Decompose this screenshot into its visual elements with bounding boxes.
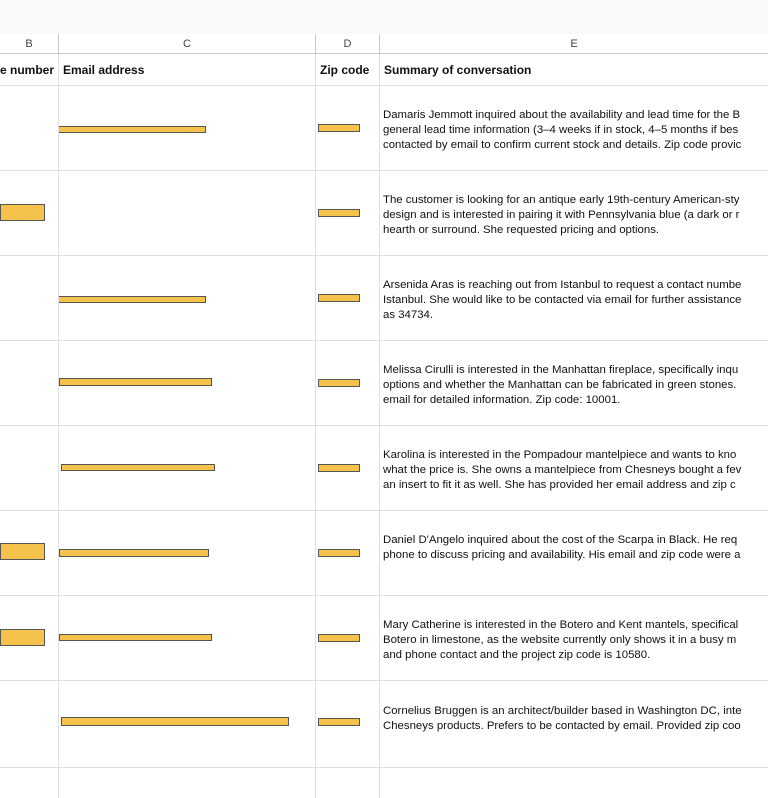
column-letter: C [183,37,191,50]
header-label: Zip code [320,62,370,77]
header-label: Summary of conversation [384,62,532,77]
redacted-zip [318,294,360,302]
summary-line: Daniel D'Angelo inquired about the cost of the Scarpa in Black. He req [383,534,738,546]
summary-cell[interactable] [380,86,768,170]
summary-line: Mary Catherine is interested in the Botero and Kent mantels, specifical [383,619,739,631]
table-row [0,256,768,341]
toolbar-area [0,0,768,35]
redacted-zip [318,718,360,726]
column-header-b[interactable] [0,34,59,54]
email-cell[interactable] [59,171,316,255]
summary-line: options and whether the Manhattan can be fabricated in green stones. [383,379,737,392]
zip-cell[interactable] [316,256,380,340]
column-header-e[interactable] [380,34,768,54]
redacted-email [59,634,212,641]
summary-line: Karolina is interested in the Pompadour mantelpiece and wants to kno [383,449,737,461]
redacted-phone [0,629,45,646]
phone-cell[interactable] [0,256,59,340]
summary-line: phone to discuss pricing and availability. His email and zip code were a [383,549,741,562]
header-label: Email address [63,62,145,77]
table-row [0,171,768,256]
phone-cell[interactable] [0,171,59,255]
redacted-zip [318,124,360,132]
zip-cell[interactable] [316,86,380,170]
zip-cell[interactable] [316,171,380,255]
summary-line: as 34734. [383,309,434,322]
table-row [0,426,768,511]
redacted-phone [0,543,45,560]
header-cell-email[interactable] [59,54,316,85]
table-row [0,511,768,596]
redacted-zip [318,379,360,387]
email-cell[interactable] [59,681,316,767]
summary-line: email for detailed information. Zip code: 10001. [383,394,621,407]
column-header-c[interactable] [59,34,316,54]
table-row [0,768,768,798]
header-cell-zip[interactable] [316,54,380,85]
header-cell-summary[interactable] [380,54,768,85]
header-cell-phone[interactable] [0,54,59,85]
email-cell[interactable] [59,596,316,680]
summary-cell[interactable] [380,768,768,798]
zip-cell[interactable] [316,341,380,425]
redacted-email [59,549,209,557]
column-letter: E [570,37,578,50]
redacted-phone [0,204,45,221]
phone-cell[interactable] [0,426,59,510]
summary-cell[interactable] [380,681,768,767]
summary-line: general lead time information (3–4 weeks if in stock, 4–5 months if bes [383,124,739,137]
email-cell[interactable] [59,256,316,340]
table-row [0,681,768,768]
phone-cell[interactable] [0,86,59,170]
redacted-zip [318,464,360,472]
redacted-email [59,126,206,133]
summary-cell[interactable] [380,171,768,255]
summary-line: what the price is. She owns a mantelpiece from Chesneys bought a fev [383,464,742,477]
phone-cell[interactable] [0,341,59,425]
redacted-email [59,378,212,386]
summary-cell[interactable] [380,426,768,510]
column-letter: B [25,37,33,50]
zip-cell[interactable] [316,768,380,798]
summary-line: Arsenida Aras is reaching out from Istanbul to request a contact numbe [383,279,742,291]
email-cell[interactable] [59,768,316,798]
table-row [0,86,768,171]
phone-cell[interactable] [0,511,59,595]
redacted-email [61,717,289,726]
summary-cell[interactable] [380,596,768,680]
summary-line: Damaris Jemmott inquired about the availability and lead time for the B [383,109,741,121]
column-letter: D [343,37,352,50]
redacted-zip [318,634,360,642]
redacted-zip [318,209,360,217]
phone-cell[interactable] [0,768,59,798]
summary-line: Istanbul. She would like to be contacted via email for further assistance [383,294,742,307]
email-cell[interactable] [59,86,316,170]
summary-line: an insert to fit it as well. She has provided her email address and zip c [383,479,736,492]
phone-cell[interactable] [0,596,59,680]
summary-cell[interactable] [380,511,768,595]
summary-cell[interactable] [380,341,768,425]
redacted-email [59,296,206,303]
redacted-email [61,464,215,471]
zip-cell[interactable] [316,596,380,680]
column-header-d[interactable] [316,34,380,54]
redacted-zip [318,549,360,557]
email-cell[interactable] [59,341,316,425]
summary-line: and phone contact and the project zip code is 10580. [383,649,651,662]
header-label: e number [0,62,55,77]
summary-line: The customer is looking for an antique early 19th-century American-sty [383,194,740,206]
header-row [0,54,768,86]
zip-cell[interactable] [316,511,380,595]
email-cell[interactable] [59,426,316,510]
summary-line: Cornelius Bruggen is an architect/builder based in Washington DC, inte [383,705,742,717]
table-row [0,596,768,681]
phone-cell[interactable] [0,681,59,767]
summary-line: contacted by email to confirm current stock and details. Zip code provic [383,139,742,152]
summary-line: Chesneys products. Prefers to be contacted by email. Provided zip coo [383,720,741,733]
summary-line: design and is interested in pairing it with Pennsylvania blue (a dark or r [383,209,740,222]
table-row [0,341,768,426]
summary-cell[interactable] [380,256,768,340]
summary-line: Botero in limestone, as the website currently only shows it in a busy m [383,634,737,647]
summary-line: hearth or surround. She requested pricing and options. [383,224,660,237]
email-cell[interactable] [59,511,316,595]
zip-cell[interactable] [316,426,380,510]
zip-cell[interactable] [316,681,380,767]
summary-line: Melissa Cirulli is interested in the Manhattan fireplace, specifically inqu [383,364,739,376]
